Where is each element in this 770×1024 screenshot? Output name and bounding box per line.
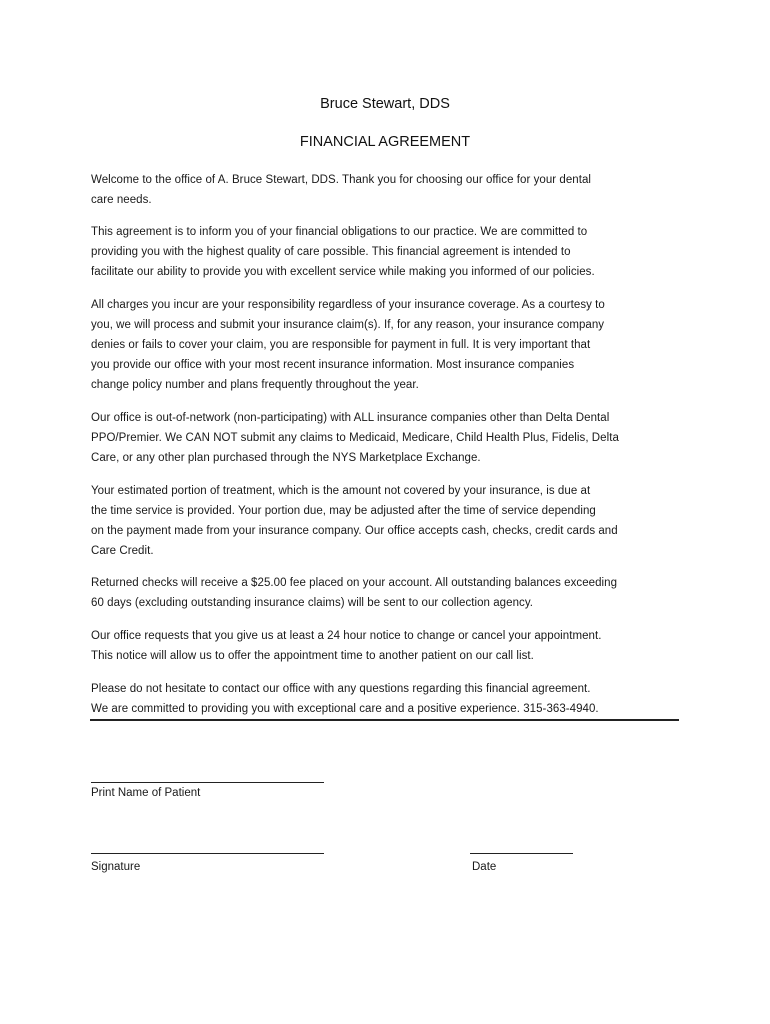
paragraph-line: This agreement is to inform you of your financial obligations to our practice. We are committed to bbox=[91, 226, 588, 238]
paragraph-estimated-portion bbox=[91, 481, 691, 561]
paragraph-line: on the payment made from your insurance company. Our office accepts cash, checks, credit cards and bbox=[91, 525, 618, 537]
paragraph-line: care needs. bbox=[91, 194, 152, 206]
paragraph-purpose bbox=[91, 222, 691, 282]
paragraph-line: We are committed to providing you with exceptional care and a positive experience. 315-363-4940. bbox=[91, 703, 599, 715]
paragraph-line: PPO/Premier. We CAN NOT submit any claims to Medicaid, Medicare, Child Health Plus, Fidelis, Delta bbox=[91, 432, 619, 444]
paragraph-line: facilitate our ability to provide you with excellent service while making you informed of our policies. bbox=[91, 266, 595, 278]
paragraph-line: Care, or any other plan purchased through the NYS Marketplace Exchange. bbox=[91, 452, 481, 464]
paragraph-line: This notice will allow us to offer the appointment time to another patient on our call list. bbox=[91, 650, 534, 662]
paragraph-line: Our office requests that you give us at least a 24 hour notice to change or cancel your appointment. bbox=[91, 630, 602, 642]
paragraph-line: you provide our office with your most recent insurance information. Most insurance companies bbox=[91, 359, 575, 371]
paragraph-line: change policy number and plans frequently throughout the year. bbox=[91, 379, 419, 391]
paragraph-line: 60 days (excluding outstanding insurance claims) will be sent to our collection agency. bbox=[91, 597, 534, 609]
paragraph-line: providing you with the highest quality of care possible. This financial agreement is intended to bbox=[91, 246, 571, 258]
paragraph-line: denies or fails to cover your claim, you are responsible for payment in full. It is very important that bbox=[91, 339, 591, 351]
signature-field[interactable] bbox=[91, 853, 324, 854]
paragraph-line: All charges you incur are your responsibility regardless of your insurance coverage. As a courtesy to bbox=[91, 299, 605, 311]
paragraph-appointments bbox=[91, 626, 691, 666]
practice-name: Bruce Stewart, DDS bbox=[320, 96, 450, 112]
paragraph-line: Please do not hesitate to contact our office with any questions regarding this financial agreement. bbox=[91, 683, 591, 695]
paragraph-welcome bbox=[91, 170, 691, 210]
paragraph-returned-checks bbox=[91, 573, 691, 613]
document-title: FINANCIAL AGREEMENT bbox=[299, 134, 471, 150]
section-divider bbox=[90, 719, 679, 721]
signature-label: Signature bbox=[91, 861, 141, 873]
print-name-label: Print Name of Patient bbox=[91, 787, 201, 799]
paragraph-contact bbox=[91, 679, 691, 719]
paragraph-line: Welcome to the office of A. Bruce Stewart, DDS. Thank you for choosing our office for your dental bbox=[91, 174, 592, 186]
paragraph-line: you, we will process and submit your insurance claim(s). If, for any reason, your insurance company bbox=[91, 319, 605, 331]
date-label: Date bbox=[472, 861, 497, 873]
paragraph-line: Returned checks will receive a $25.00 fee placed on your account. All outstanding balances exceeding bbox=[91, 577, 618, 589]
paragraph-network bbox=[91, 408, 691, 468]
paragraph-line: Care Credit. bbox=[91, 545, 154, 557]
date-field[interactable] bbox=[470, 853, 573, 854]
paragraph-charges bbox=[91, 295, 691, 395]
paragraph-line: the time service is provided. Your portion due, may be adjusted after the time of service depending bbox=[91, 505, 596, 517]
paragraph-line: Our office is out-of-network (non-participating) with ALL insurance companies other than Delta Dental bbox=[91, 412, 610, 424]
paragraph-line: Your estimated portion of treatment, which is the amount not covered by your insurance, is due at bbox=[91, 485, 591, 497]
print-name-field[interactable] bbox=[91, 782, 324, 783]
